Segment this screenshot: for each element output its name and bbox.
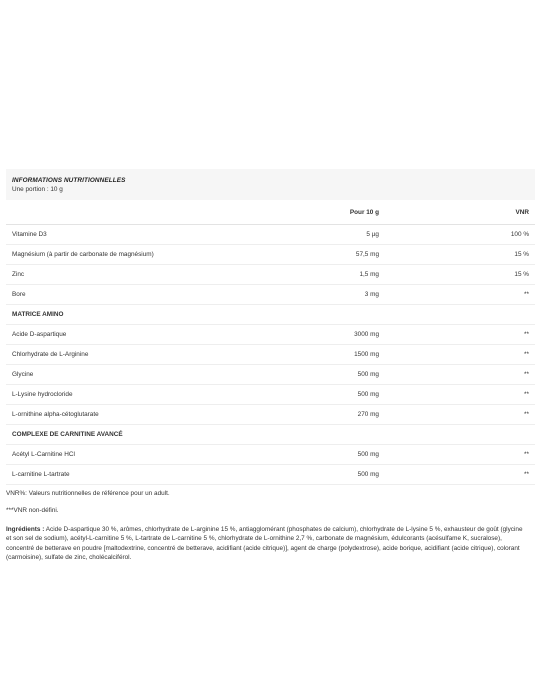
table-row — [6, 405, 535, 425]
nutrient-amount: 500 mg — [313, 465, 385, 485]
nutrient-vnr: 15 % — [385, 265, 535, 285]
nutrient-name: L-Lysine hydrocloride — [6, 385, 313, 405]
nutrition-panel — [6, 169, 535, 562]
nutrient-name: Chlorhydrate de L-Arginine — [6, 345, 313, 365]
ingredients-label: Ingrédients : — [6, 526, 45, 533]
nutrient-amount: 1,5 mg — [313, 265, 385, 285]
nutrient-name: Acétyl L-Carnitine HCl — [6, 445, 313, 465]
ingredients-text — [6, 525, 535, 562]
serving-size: Une portion : 10 g — [12, 186, 63, 193]
nutrient-amount: 500 mg — [313, 445, 385, 465]
nutrient-vnr: 15 % — [385, 245, 535, 265]
column-header-amount: Pour 10 g — [313, 200, 385, 225]
nutrient-name: Acide D-aspartique — [6, 325, 313, 345]
section-title: COMPLEXE DE CARNITINE AVANCÉ — [6, 425, 535, 445]
nutrient-vnr: ** — [385, 365, 535, 385]
nutrition-title: INFORMATIONS NUTRITIONNELLES — [12, 177, 126, 184]
ingredients-list: Acide D-aspartique 30 %, arômes, chlorhydrate de L-arginine 15 %, antiagglomérant (phosphates de calcium), chlorhydrate de L-lysine 5 %, exhausteur de goût (glycine et son sel de sodium), acétyl-L-carnitine 5 %, L-tartrate de L-carnitine 5 %, chlorhydrate de L-ornithine 2,7 %, carbonate de magnésium, édulcorants (acésulfame K, sucralose), concentré de betterave en poudre [maltodextrine, concentré de betterave, acidifiant (acide citrique)], agent de charge (polydextrose), acide borique, acidifiant (acide citrique), colorant (carmoisine), sulfate de zinc, cholécalciférol. — [6, 526, 523, 561]
table-body — [6, 225, 535, 485]
table-row — [6, 445, 535, 465]
nutrient-name: Bore — [6, 285, 313, 305]
nutrient-amount: 500 mg — [313, 365, 385, 385]
nutrient-name: Magnésium (à partir de carbonate de magnésium) — [6, 245, 313, 265]
nutrient-name: Vitamine D3 — [6, 225, 313, 245]
nutrient-name: L-carnitine L-tartrate — [6, 465, 313, 485]
nutrient-amount: 500 mg — [313, 385, 385, 405]
section-title: MATRICE AMINO — [6, 305, 535, 325]
column-header-name — [6, 200, 313, 225]
nutrient-name: Glycine — [6, 365, 313, 385]
table-row — [6, 365, 535, 385]
table-row — [6, 285, 535, 305]
nutrient-vnr: ** — [385, 445, 535, 465]
nutrient-amount: 270 mg — [313, 405, 385, 425]
table-row — [6, 345, 535, 365]
footnotes — [6, 485, 535, 519]
footnote-vnr: VNR%: Valeurs nutritionnelles de référence pour un adult. — [6, 490, 170, 497]
section-row — [6, 425, 535, 445]
nutrition-header — [6, 169, 535, 200]
nutrient-vnr: ** — [385, 345, 535, 365]
table-row — [6, 465, 535, 485]
table-row — [6, 245, 535, 265]
table-row — [6, 225, 535, 245]
section-row — [6, 305, 535, 325]
nutrient-name: L-ornithine alpha-cétoglutarate — [6, 405, 313, 425]
table-row — [6, 385, 535, 405]
table-row — [6, 325, 535, 345]
nutrient-vnr: ** — [385, 285, 535, 305]
nutrient-amount: 1500 mg — [313, 345, 385, 365]
nutrient-name: Zinc — [6, 265, 313, 285]
nutrient-amount: 3 mg — [313, 285, 385, 305]
nutrient-amount: 5 µg — [313, 225, 385, 245]
table-header-row — [6, 200, 535, 225]
nutrient-amount: 57,5 mg — [313, 245, 385, 265]
footnote-undefined: ***VNR non-défini. — [6, 507, 59, 514]
nutrient-vnr: ** — [385, 465, 535, 485]
nutrient-vnr: ** — [385, 385, 535, 405]
nutrition-table — [6, 200, 535, 485]
column-header-vnr: VNR — [385, 200, 535, 225]
nutrient-amount: 3000 mg — [313, 325, 385, 345]
nutrient-vnr: ** — [385, 325, 535, 345]
nutrient-vnr: ** — [385, 405, 535, 425]
table-row — [6, 265, 535, 285]
nutrient-vnr: 100 % — [385, 225, 535, 245]
